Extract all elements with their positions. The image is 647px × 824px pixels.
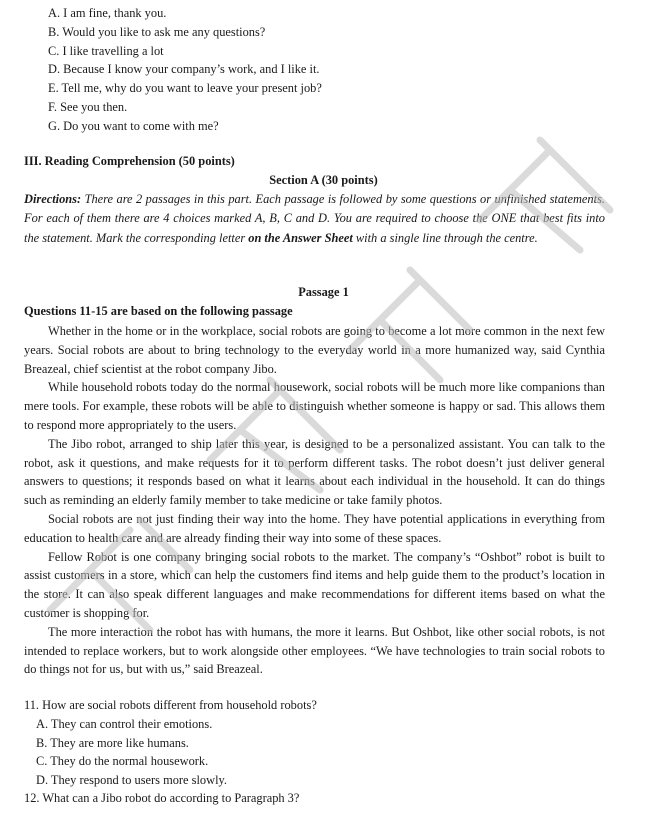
section-title: Section A (30 points)	[269, 173, 378, 187]
directions-text: There are 2 passages in this part. Each passage is followed by some questions or unfinished statements. For each of them there are 4 choices marked A, B, C and D. You are required to choose the ONE that best fits into the statement. Mark the corresponding letter	[24, 192, 605, 245]
passage-paragraph: Whether in the home or in the workplace, social robots are going to become a lot more common in the next few years. Social robots are about to bring technology to the everyday world in a more humanized way, said Cynthia Breazeal, chief scientist at the robot company Jibo.	[24, 324, 605, 376]
directions-label: Directions:	[24, 192, 82, 206]
dialogue-options-list	[48, 4, 322, 136]
passage-paragraph: While household robots today do the normal housework, social robots will be much more like companions than mere tools. For example, these robots will be able to distinguish whether someone is happy or sad. This allows them to respond more appropriately to the users.	[24, 380, 605, 432]
passage-paragraph: Fellow Robot is one company bringing social robots to the market. The company’s “Oshbot” robot is built to assist customers in a store, which can help the customers find items and help guide them to the product’s location in the store. It can also speak different languages and make recommendations for different items based on what the customer is shopping for.	[24, 549, 605, 620]
directions-paragraph	[24, 190, 605, 248]
directions-emphasis: on the Answer Sheet	[248, 230, 353, 245]
directions-text-end: with a single line through the centre.	[352, 230, 538, 245]
passage-paragraph: The Jibo robot, arranged to ship later this year, is designed to be a personalized assistant. You can talk to the robot, ask it questions, and make requests for it to perform different tasks. The robot doesn’t just deliver general answers to questions; it responds based on what it learns about each individual in the household. It can do things such as reminding an elderly family member to take medicine or take family photos.	[24, 436, 605, 508]
question-11-option-d: D. They respond to users more slowly.	[36, 772, 227, 787]
question-11-stem: 11. How are social robots different from household robots?	[24, 698, 317, 712]
option-a: A. I am fine, thank you.	[48, 6, 167, 20]
option-b: B. Would you like to ask me any questions?	[48, 24, 266, 39]
question-11-option-a: A. They can control their emotions.	[36, 717, 213, 731]
passage-paragraph: The more interaction the robot has with humans, the more it learns. But Oshbot, like other social robots, is not intended to replace workers, but to work alongside other employees. “We have technologies to train social robots to do things not for us, but with us,” said Breazeal.	[24, 624, 605, 677]
passage-intro: Questions 11-15 are based on the following passage	[24, 304, 293, 318]
question-12-stem: 12. What can a Jibo robot do according to Paragraph 3?	[24, 791, 300, 805]
passage-paragraph: Social robots are not just finding their way into the home. They have potential applications in everything from education to health care and are already finding their way into some of these spaces.	[24, 511, 605, 545]
questions-list	[24, 696, 605, 808]
option-g: G. Do you want to come with me?	[48, 118, 219, 133]
passage-body	[24, 322, 605, 679]
option-e: E. Tell me, why do you want to leave your present job?	[48, 81, 322, 96]
option-c: C. I like travelling a lot	[48, 43, 164, 58]
section-heading: III. Reading Comprehension (50 points)	[24, 154, 235, 168]
passage-title: Passage 1	[298, 285, 349, 299]
option-f: F. See you then.	[48, 99, 128, 114]
question-11-option-b: B. They are more like humans.	[36, 735, 189, 750]
question-11-option-c: C. They do the normal housework.	[36, 754, 209, 768]
option-d: D. Because I know your company’s work, and I like it.	[48, 62, 320, 77]
